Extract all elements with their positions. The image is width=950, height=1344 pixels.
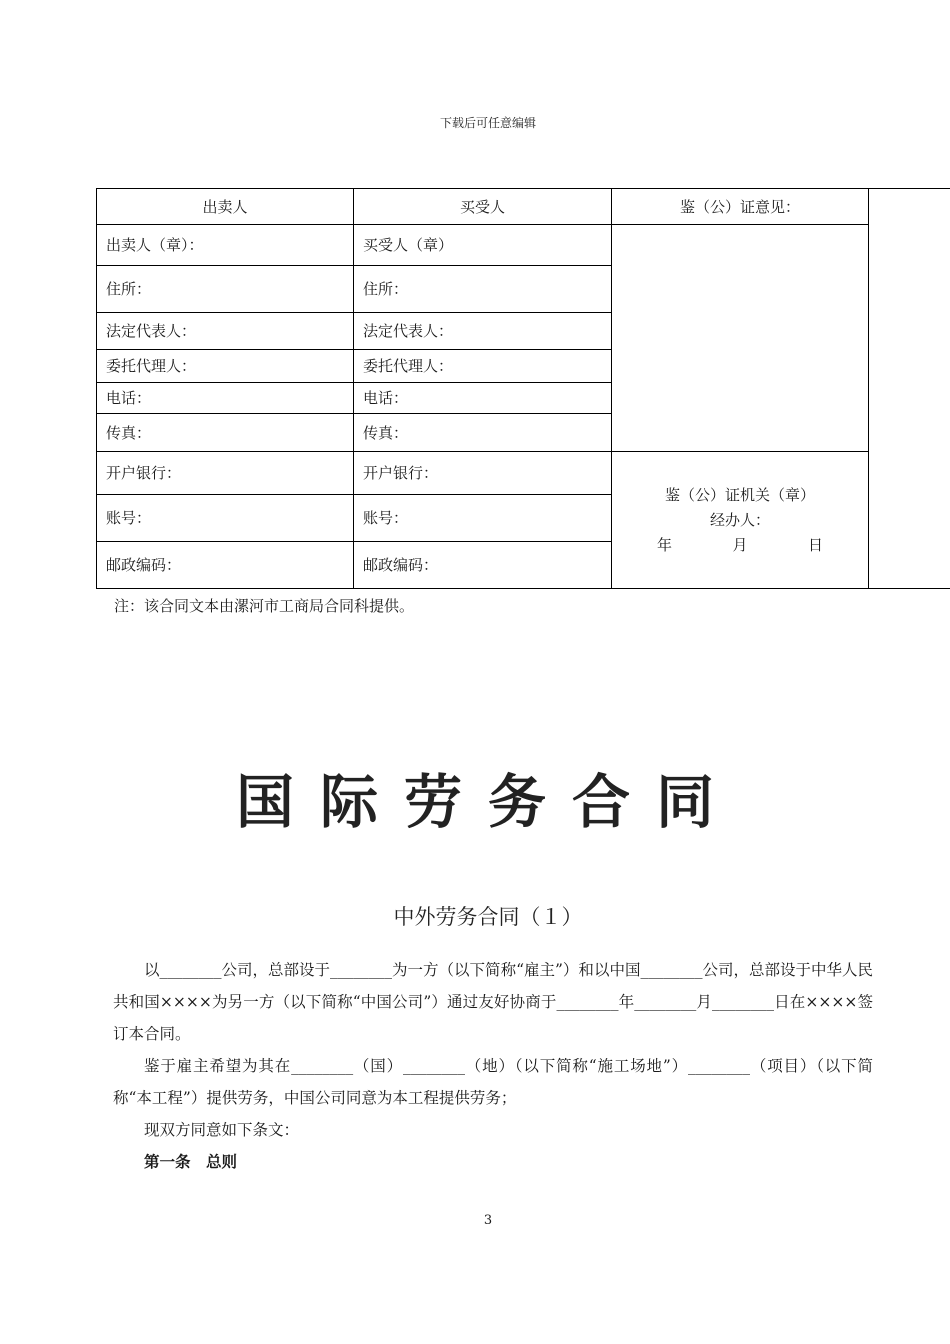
right-blank-column xyxy=(869,189,950,589)
contract-body xyxy=(113,954,873,1178)
seal-month: 月 xyxy=(732,535,748,554)
seller-bank-field: 开户银行： xyxy=(97,452,354,495)
notary-opinion-header: 鉴（公）证意见： xyxy=(612,189,869,225)
seller-account-field: 账号： xyxy=(97,495,354,542)
seal-date-line xyxy=(657,533,823,558)
buyer-phone-field: 电话： xyxy=(354,383,612,414)
buyer-address-field: 住所： xyxy=(354,266,612,313)
seller-postcode-field: 邮政编码： xyxy=(97,542,354,589)
purpose-paragraph: 鉴于雇主希望为其在________（国）________（地）（以下简称“施工场地”）________（项目）（以下简称“本工程”）提供劳务，中国公司同意为本工程提供劳务； xyxy=(113,1057,873,1107)
buyer-legal-rep-field: 法定代表人： xyxy=(354,313,612,350)
header-note: 下载后可任意编辑 xyxy=(439,116,536,130)
notary-opinion-area xyxy=(612,225,869,452)
notary-seal-label: 鉴（公）证机关（章） xyxy=(664,485,815,504)
seller-address-field: 住所： xyxy=(97,266,354,313)
buyer-seal-field: 买受人（章） xyxy=(354,225,612,266)
seal-year: 年 xyxy=(657,535,673,554)
preamble-paragraph: 以________公司，总部设于________为一方（以下简称“雇主”）和以中国________公司，总部设于中华人民共和国××××为另一方（以下简称“中国公司”）通过友好协商于________年________月________日在××××签订本合同。 xyxy=(113,961,873,1043)
buyer-account-field: 账号： xyxy=(354,495,612,542)
buyer-header: 买受人 xyxy=(354,189,612,225)
buyer-bank-field: 开户银行： xyxy=(354,452,612,495)
buyer-postcode-field: 邮政编码： xyxy=(354,542,612,589)
seller-legal-rep-field: 法定代表人： xyxy=(97,313,354,350)
footnote: 注：该合同文本由漯河市工商局合同科提供。 xyxy=(114,597,415,615)
document-subtitle: 中外劳务合同（１） xyxy=(393,905,583,929)
buyer-fax-field: 传真： xyxy=(354,414,612,452)
seller-header: 出卖人 xyxy=(97,189,354,225)
notary-seal-area xyxy=(612,452,869,589)
seller-seal-field: 出卖人（章）： xyxy=(97,225,354,266)
seller-fax-field: 传真： xyxy=(97,414,354,452)
seller-phone-field: 电话： xyxy=(97,383,354,414)
document-title: 国际劳务合同 xyxy=(235,768,740,836)
article-heading: 第一条 总则 xyxy=(144,1153,238,1171)
seller-agent-field: 委托代理人： xyxy=(97,350,354,383)
agreement-paragraph: 现双方同意如下条文： xyxy=(144,1121,300,1139)
buyer-agent-field: 委托代理人： xyxy=(354,350,612,383)
seal-day: 日 xyxy=(807,535,823,554)
handler-label: 经办人： xyxy=(709,510,770,529)
signature-table xyxy=(96,188,950,589)
page-number: 3 xyxy=(483,1213,493,1228)
